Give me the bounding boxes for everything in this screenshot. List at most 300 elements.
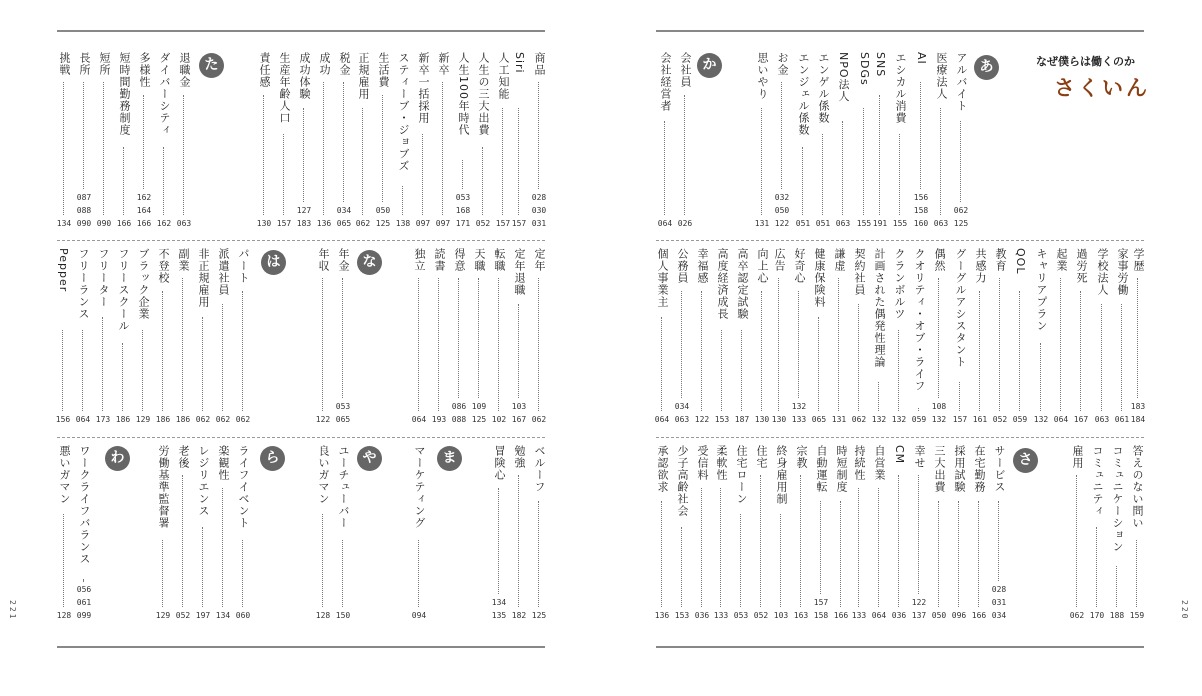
left-bottom-rule [57, 646, 545, 648]
left-row-divider [57, 240, 545, 241]
dotted-leader [879, 95, 880, 215]
index-entry [933, 52, 949, 228]
right-bottom-rule [656, 646, 1144, 648]
entry-term: 年収 [317, 248, 330, 272]
entry-term: 持続性 [853, 445, 866, 481]
page-number: 026 [677, 219, 693, 228]
page-number: 158 [913, 206, 929, 215]
page-number: 030 [531, 206, 547, 215]
page-number: 188 [1109, 611, 1125, 620]
page-number: 191 [872, 219, 888, 228]
dotted-leader [798, 291, 799, 398]
entry-term: 少子高齢社会 [676, 445, 689, 517]
kana-heading-wa: わ [105, 446, 130, 471]
index-entry [336, 52, 352, 228]
index-entry [276, 52, 292, 228]
dotted-leader [102, 317, 103, 411]
entry-term: マーケティング [413, 445, 426, 529]
dotted-leader [1019, 291, 1020, 411]
page-number: 132 [791, 402, 807, 411]
page-number: 097 [435, 219, 451, 228]
page-number: 134 [56, 219, 72, 228]
index-entry [411, 445, 427, 620]
dotted-leader [780, 514, 781, 607]
index-entry [754, 248, 770, 424]
dotted-leader [518, 304, 519, 398]
dotted-leader [242, 291, 243, 411]
entry-term: 契約社員 [853, 248, 866, 296]
entry-term: ブラック企業 [137, 248, 150, 320]
page-number: 167 [511, 415, 527, 424]
dotted-leader [538, 501, 539, 607]
entry-term: 正規雇用 [357, 52, 370, 100]
index-entry [415, 52, 431, 228]
page-number: 064 [871, 611, 887, 620]
page-number: 065 [335, 415, 351, 424]
dotted-leader [162, 540, 163, 607]
page-number: 166 [971, 611, 987, 620]
index-entry [773, 445, 789, 620]
index-entry [315, 445, 331, 620]
index-entry [511, 445, 527, 620]
index-title: さくいん [1054, 76, 1150, 100]
index-entry [952, 248, 968, 424]
page-number: 032 [774, 193, 790, 202]
right-top-rule [656, 30, 1144, 32]
dotted-leader [740, 514, 741, 607]
kana-heading-na: な [357, 250, 382, 275]
page-number: 186 [175, 415, 191, 424]
entry-term: 悪いガマン [58, 445, 71, 505]
right-row-divider [656, 437, 1144, 438]
index-entry [135, 248, 151, 424]
entry-term: 高度経済成長 [716, 248, 729, 320]
dotted-leader [263, 95, 264, 215]
entry-term: 生産年齢人口 [278, 52, 291, 124]
dotted-leader [1060, 278, 1061, 411]
kana-heading-ma: ま [437, 446, 462, 471]
page-number: 168 [455, 206, 471, 215]
page-number: 193 [431, 415, 447, 424]
dotted-leader [878, 488, 879, 607]
page-number: 183 [296, 219, 312, 228]
page-number: 135 [491, 611, 507, 620]
index-entry [1130, 248, 1146, 424]
dotted-leader [940, 108, 941, 215]
index-entry [76, 52, 92, 228]
entry-term: 在宅勤務 [973, 445, 986, 493]
index-entry [215, 445, 231, 620]
page-number: 125 [471, 415, 487, 424]
index-entry [175, 445, 191, 620]
dotted-leader [1136, 540, 1137, 607]
page-number: 132 [931, 415, 947, 424]
dotted-leader [418, 540, 419, 607]
entry-term: 天職 [473, 248, 486, 272]
dotted-leader [342, 540, 343, 607]
index-entry [951, 445, 967, 620]
entry-term: 短時間勤務制度 [118, 52, 131, 136]
index-entry [1069, 445, 1085, 620]
dotted-leader [322, 514, 323, 607]
entry-term: 承認欲求 [656, 445, 669, 493]
entry-term: 計画された偶発性理論 [873, 248, 886, 368]
page-number: 062 [953, 206, 969, 215]
entry-term: 高卒認定試験 [736, 248, 749, 320]
page-number: 197 [195, 611, 211, 620]
dotted-leader [202, 317, 203, 411]
page-number: 050 [931, 611, 947, 620]
page-number: 166 [136, 219, 152, 228]
entry-term: 老後 [177, 445, 190, 469]
dotted-leader [1137, 278, 1138, 398]
dotted-leader [978, 501, 979, 607]
page-number: 164 [136, 206, 152, 215]
entry-term: 労働基準監督署 [157, 445, 170, 529]
dotted-leader [1076, 475, 1077, 607]
page-number: 162 [136, 193, 152, 202]
entry-term: クランボルツ [893, 248, 906, 320]
dotted-leader [938, 278, 939, 398]
entry-term: 商品 [533, 52, 546, 76]
index-entry [891, 445, 907, 620]
entry-term: エンゲル係数 [817, 52, 830, 124]
index-entry [931, 248, 947, 424]
index-entry [654, 248, 670, 424]
index-entry [1089, 445, 1105, 620]
dotted-leader [959, 382, 960, 411]
page-number: 090 [76, 219, 92, 228]
entry-term: 住宅ローン [735, 445, 748, 505]
index-entry [677, 52, 693, 228]
entry-term: キャリアプラン [1035, 248, 1048, 332]
index-entry [694, 445, 710, 620]
entry-term: ワークライフバランス [78, 445, 91, 565]
dotted-leader [684, 95, 685, 215]
dotted-leader [538, 278, 539, 411]
page-number: 050 [774, 206, 790, 215]
entry-term: 人生の三大出費 [477, 52, 490, 136]
index-entry [235, 248, 251, 424]
dotted-leader [878, 382, 879, 411]
page-number: 133 [851, 611, 867, 620]
index-entry [491, 445, 507, 620]
page-number: 061 [76, 598, 92, 607]
entry-term: 公務員 [676, 248, 689, 284]
left-top-rule [57, 30, 545, 32]
left-row-divider [57, 437, 545, 438]
page-number: 131 [754, 219, 770, 228]
index-entry [713, 445, 729, 620]
dotted-leader [83, 82, 84, 189]
entry-term: 教育 [994, 248, 1007, 272]
entry-term: 自営業 [873, 445, 886, 481]
entry-term: SDGs [858, 52, 871, 86]
index-entry [856, 52, 872, 228]
index-entry [175, 248, 191, 424]
index-entry [835, 52, 851, 228]
index-entry [56, 52, 72, 228]
entry-term: 答えのない問い [1131, 445, 1144, 529]
index-entry [256, 52, 272, 228]
page-number: 131 [831, 415, 847, 424]
entry-term: 人工知能 [497, 52, 510, 100]
index-entry [1129, 445, 1145, 620]
dotted-leader [681, 527, 682, 607]
index-entry [815, 52, 831, 228]
index-entry [1033, 248, 1049, 424]
entry-term: 思いやり [756, 52, 769, 100]
page-number: 056 [76, 585, 92, 594]
index-entry [316, 52, 332, 228]
entry-term: 非正規雇用 [197, 248, 210, 308]
dotted-leader [402, 186, 403, 215]
page-number: 153 [674, 611, 690, 620]
page-number: 062 [531, 415, 547, 424]
entry-term: パート [237, 248, 250, 284]
index-entry [913, 52, 929, 228]
right-row-divider [656, 240, 1144, 241]
page-number: 036 [891, 611, 907, 620]
entry-term: レジリエンス [197, 445, 210, 517]
page-number: 134 [215, 611, 231, 620]
index-entry [774, 52, 790, 228]
index-entry [813, 445, 829, 620]
dotted-leader [958, 501, 959, 607]
dotted-leader [741, 330, 742, 411]
entry-term: アルバイト [955, 52, 968, 112]
entry-term: 冒険心 [493, 445, 506, 481]
page-number: 182 [511, 611, 527, 620]
page-number: 157 [276, 219, 292, 228]
entry-term: 楽観性 [217, 445, 230, 481]
dotted-leader [343, 82, 344, 202]
kana-heading-a: あ [974, 55, 999, 80]
entry-term: 学校法人 [1096, 248, 1109, 296]
page-number: 051 [815, 219, 831, 228]
dotted-leader [498, 278, 499, 411]
dotted-leader [222, 488, 223, 607]
index-entry [931, 445, 947, 620]
entry-term: 挑戦 [58, 52, 71, 76]
dotted-leader [918, 475, 919, 594]
entry-term: エンジェル係数 [797, 52, 810, 136]
kana-heading-sa: さ [1013, 448, 1038, 473]
dotted-leader [442, 82, 443, 215]
entry-term: AI [915, 52, 928, 65]
dotted-leader [998, 501, 999, 581]
page-number: 052 [992, 415, 1008, 424]
page-number: 109 [471, 402, 487, 411]
dotted-leader [761, 291, 762, 411]
entry-term: クオリティ・オブ・ライフ [913, 248, 926, 392]
index-entry [195, 445, 211, 620]
page-number: 153 [714, 415, 730, 424]
index-entry [75, 248, 91, 424]
dotted-leader [283, 134, 284, 215]
index-entry [76, 445, 92, 620]
right-folio: 220 [1180, 600, 1189, 621]
page-number: 161 [972, 415, 988, 424]
entry-term: 生活費 [377, 52, 390, 88]
page-number: 128 [315, 611, 331, 620]
entry-term: 謙虚 [833, 248, 846, 272]
index-entry [451, 248, 467, 424]
page-number: 130 [256, 219, 272, 228]
page-number: 136 [316, 219, 332, 228]
page-number: 090 [96, 219, 112, 228]
page-number: 034 [991, 611, 1007, 620]
dotted-leader [778, 278, 779, 411]
index-entry [911, 445, 927, 620]
dotted-leader [999, 278, 1000, 411]
entry-term: NPO法人 [837, 52, 850, 103]
entry-term: 定年 [533, 248, 546, 272]
page-number: 062 [1069, 611, 1085, 620]
page-number: 088 [451, 415, 467, 424]
kana-heading-ya: や [357, 446, 382, 471]
entry-term: 成功 [318, 52, 331, 76]
entry-term: 年金 [337, 248, 350, 272]
entry-term: 医療法人 [935, 52, 948, 100]
entry-term: 読書 [433, 248, 446, 272]
entry-term: 派遣社員 [217, 248, 230, 296]
page-number: 125 [953, 219, 969, 228]
entry-term: CM [893, 445, 906, 465]
dotted-leader [1040, 343, 1041, 411]
kana-heading-ra: ら [260, 446, 285, 471]
page-number: 173 [95, 415, 111, 424]
dotted-leader [840, 501, 841, 607]
page-number: 061 [1114, 415, 1130, 424]
page-number: 087 [76, 193, 92, 202]
dotted-leader [323, 82, 324, 215]
entry-term: フリースクール [117, 248, 130, 332]
page-number: 128 [56, 611, 72, 620]
dotted-leader [538, 82, 539, 189]
index-entry [511, 52, 527, 228]
index-entry [96, 52, 112, 228]
dotted-leader [182, 475, 183, 607]
dotted-leader [418, 278, 419, 411]
dotted-leader [838, 278, 839, 411]
entry-term: Siri [513, 52, 526, 74]
entry-term: 長所 [78, 52, 91, 76]
index-entry [851, 445, 867, 620]
page-number: 129 [155, 611, 171, 620]
dotted-leader [62, 330, 63, 411]
dotted-leader [63, 82, 64, 215]
index-entry [355, 52, 371, 228]
index-entry [694, 248, 710, 424]
dotted-leader [1101, 304, 1102, 411]
page-number: 052 [175, 611, 191, 620]
page-number: 170 [1089, 611, 1105, 620]
page-number: 064 [654, 415, 670, 424]
entry-term: ダイバーシティ [158, 52, 171, 136]
dotted-leader [701, 291, 702, 411]
entry-term: 起業 [1055, 248, 1068, 272]
page-number: 133 [713, 611, 729, 620]
page-number: 150 [335, 611, 351, 620]
page-number: 052 [753, 611, 769, 620]
page-number: 099 [76, 611, 92, 620]
page-number: 065 [811, 415, 827, 424]
page-number: 163 [793, 611, 809, 620]
dotted-leader [162, 291, 163, 411]
page-number: 064 [411, 415, 427, 424]
index-entry [116, 52, 132, 228]
index-entry [531, 445, 547, 620]
index-entry [531, 248, 547, 424]
entry-term: 終身雇用制 [775, 445, 788, 505]
entry-term: 個人事業主 [656, 248, 669, 308]
page-number: 157 [511, 219, 527, 228]
page-number: 062 [851, 415, 867, 424]
dotted-leader [382, 95, 383, 202]
index-entry [1073, 248, 1089, 424]
page-number: 053 [335, 402, 351, 411]
index-entry [455, 52, 471, 228]
index-entry [654, 445, 670, 620]
page-number: 138 [395, 219, 411, 228]
page-number: 156 [913, 193, 929, 202]
page-number: 028 [531, 193, 547, 202]
kana-heading-ha: は [261, 250, 286, 275]
entry-term: グーグルアシスタント [954, 248, 967, 368]
entry-term: 学歴 [1132, 248, 1145, 272]
dotted-leader [143, 95, 144, 189]
entry-term: 会社経営者 [659, 52, 672, 112]
page-number: 064 [1053, 415, 1069, 424]
index-entry [471, 248, 487, 424]
entry-term: 広告 [773, 248, 786, 272]
page-number: 127 [296, 206, 312, 215]
page-number: 159 [1129, 611, 1145, 620]
entry-term: 受信料 [696, 445, 709, 481]
page-number: 155 [892, 219, 908, 228]
index-entry [992, 248, 1008, 424]
index-entry [911, 248, 927, 424]
dotted-leader [482, 147, 483, 215]
page-number: 062 [235, 415, 251, 424]
page-number: 086 [451, 402, 467, 411]
dotted-leader [842, 121, 843, 215]
entry-term: 良いガマン [317, 445, 330, 505]
index-entry [475, 52, 491, 228]
index-entry [1109, 445, 1125, 620]
page-number: 028 [991, 585, 1007, 594]
entry-term: 好奇心 [793, 248, 806, 284]
index-entry [754, 52, 770, 228]
entry-term: 副業 [177, 248, 190, 272]
index-entry [155, 248, 171, 424]
index-entry [1053, 248, 1069, 424]
entry-term: 住宅 [755, 445, 768, 469]
index-entry [56, 445, 72, 620]
entry-term: コミュニティ [1091, 445, 1104, 517]
page-number: 052 [475, 219, 491, 228]
index-entry [833, 445, 849, 620]
page-number: 158 [813, 611, 829, 620]
dotted-leader [761, 108, 762, 215]
page-number: 063 [674, 415, 690, 424]
page-number: 063 [933, 219, 949, 228]
index-entry [115, 248, 131, 424]
entry-term: 時短制度 [835, 445, 848, 493]
dotted-leader [701, 488, 702, 607]
index-entry [335, 445, 351, 620]
